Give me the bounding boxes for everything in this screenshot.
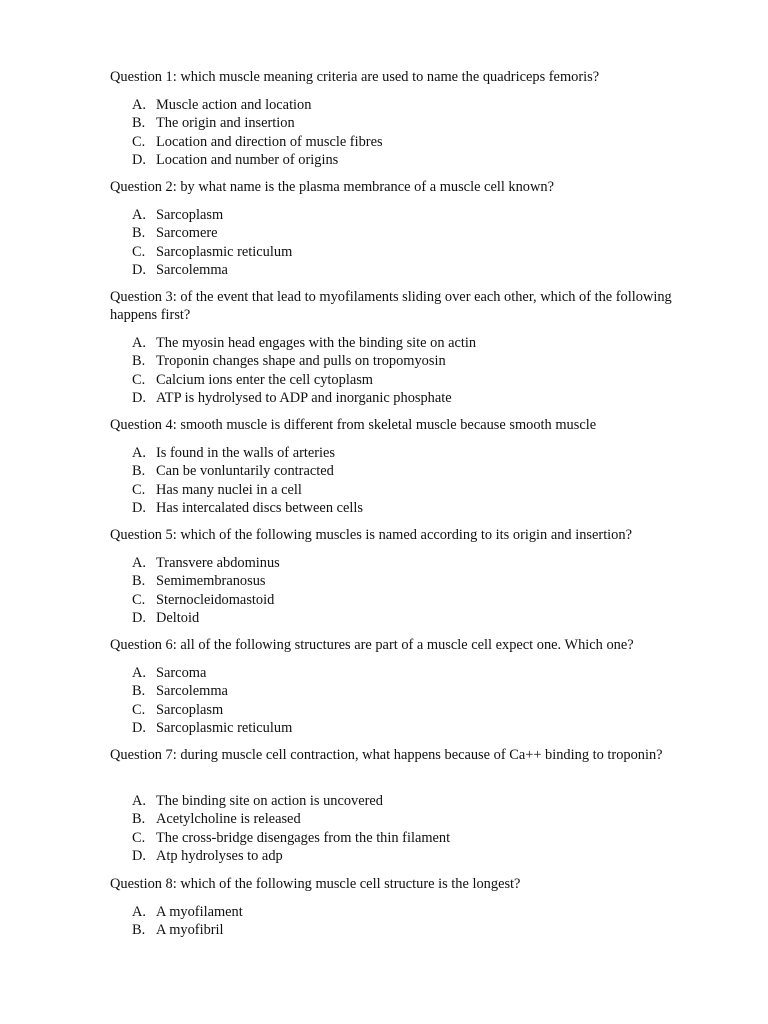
option-letter: A. <box>132 97 146 113</box>
question-5-text: Question 5: which of the following muscles is named according to its origin and insertion? <box>110 527 632 543</box>
option-text: Sarcolemma <box>156 683 228 700</box>
option-text: The myosin head engages with the binding site on actin <box>156 335 477 351</box>
option-letter: A. <box>132 445 146 461</box>
option-letter: B. <box>132 683 146 700</box>
option-letter: A. <box>132 904 146 920</box>
question-2 <box>110 178 690 278</box>
option-letter: B. <box>132 353 146 370</box>
option-text: Calcium ions enter the cell cytoplasm <box>156 371 373 388</box>
option-text: Sarcomere <box>156 225 218 242</box>
option-letter: B. <box>132 922 146 939</box>
option-letter: D. <box>132 719 146 736</box>
option-text: A myofilament <box>156 904 243 920</box>
question-3 <box>110 288 690 406</box>
option-letter: C. <box>132 371 146 388</box>
option-text: The cross-bridge disengages from the thin filament <box>156 829 451 846</box>
option-text: Sternocleidomastoid <box>156 591 275 608</box>
option-text: Atp hydrolyses to adp <box>156 847 283 864</box>
option-letter: A. <box>132 793 146 809</box>
option-text: A myofibril <box>156 922 224 939</box>
option-text: Location and number of origins <box>156 151 339 168</box>
option-letter: C. <box>132 829 146 846</box>
option-letter: B. <box>132 573 146 590</box>
question-8 <box>110 875 690 939</box>
option-text: Sarcoplasmic reticulum <box>156 243 293 260</box>
option-letter: D. <box>132 389 146 406</box>
option-letter: B. <box>132 463 146 480</box>
option-letter: D. <box>132 151 146 168</box>
question-7 <box>110 746 690 864</box>
question-8-text: Question 8: which of the following muscle cell structure is the longest? <box>110 876 521 892</box>
option-letter: C. <box>132 133 146 150</box>
option-text: Sarcoplasmic reticulum <box>156 719 293 736</box>
option-text: Muscle action and location <box>156 97 312 113</box>
option-text: Sarcolemma <box>156 261 228 278</box>
option-text: Can be vonluntarily contracted <box>156 463 334 480</box>
option-letter: B. <box>132 115 146 132</box>
option-text: ATP is hydrolysed to ADP and inorganic phosphate <box>156 389 452 406</box>
option-text: Deltoid <box>156 609 200 626</box>
option-letter: C. <box>132 243 146 260</box>
option-letter: A. <box>132 555 146 571</box>
option-text: Semimembranosus <box>156 573 266 590</box>
option-text: Transvere abdominus <box>156 555 280 571</box>
option-letter: C. <box>132 481 146 498</box>
question-4 <box>110 416 690 516</box>
option-letter: A. <box>132 665 146 681</box>
option-text: Sarcoma <box>156 665 207 681</box>
option-letter: B. <box>132 811 146 828</box>
option-letter: A. <box>132 207 146 223</box>
question-4-text: Question 4: smooth muscle is different from skeletal muscle because smooth muscle <box>110 417 597 433</box>
option-text: The binding site on action is uncovered <box>156 793 383 809</box>
option-letter: A. <box>132 335 146 351</box>
question-2-text: Question 2: by what name is the plasma membrance of a muscle cell known? <box>110 179 554 195</box>
option-text: Has intercalated discs between cells <box>156 499 363 516</box>
option-letter: D. <box>132 261 146 278</box>
option-text: Sarcoplasm <box>156 701 224 718</box>
question-3-text: Question 3: of the event that lead to myofilaments sliding over each other, which of the following happens first? <box>110 289 672 324</box>
option-text: Location and direction of muscle fibres <box>156 133 383 150</box>
option-letter: D. <box>132 499 146 516</box>
option-letter: B. <box>132 225 146 242</box>
option-text: Is found in the walls of arteries <box>156 445 336 461</box>
option-text: Acetylcholine is released <box>156 811 301 828</box>
option-text: Sarcoplasm <box>156 207 224 223</box>
option-letter: C. <box>132 591 146 608</box>
option-letter: D. <box>132 609 146 626</box>
option-text: Troponin changes shape and pulls on tropomyosin <box>156 353 446 370</box>
question-7-text: Question 7: during muscle cell contraction, what happens because of Ca++ binding to troponin? <box>110 747 663 763</box>
option-text: The origin and insertion <box>156 115 295 132</box>
option-letter: C. <box>132 701 146 718</box>
option-text: Has many nuclei in a cell <box>156 481 302 498</box>
question-1-text: Question 1: which muscle meaning criteria are used to name the quadriceps femoris? <box>110 69 600 85</box>
question-5 <box>110 526 690 626</box>
question-6-text: Question 6: all of the following structures are part of a muscle cell expect one. Which one? <box>110 637 634 653</box>
option-letter: D. <box>132 847 146 864</box>
question-1 <box>110 68 690 168</box>
question-6 <box>110 636 690 736</box>
